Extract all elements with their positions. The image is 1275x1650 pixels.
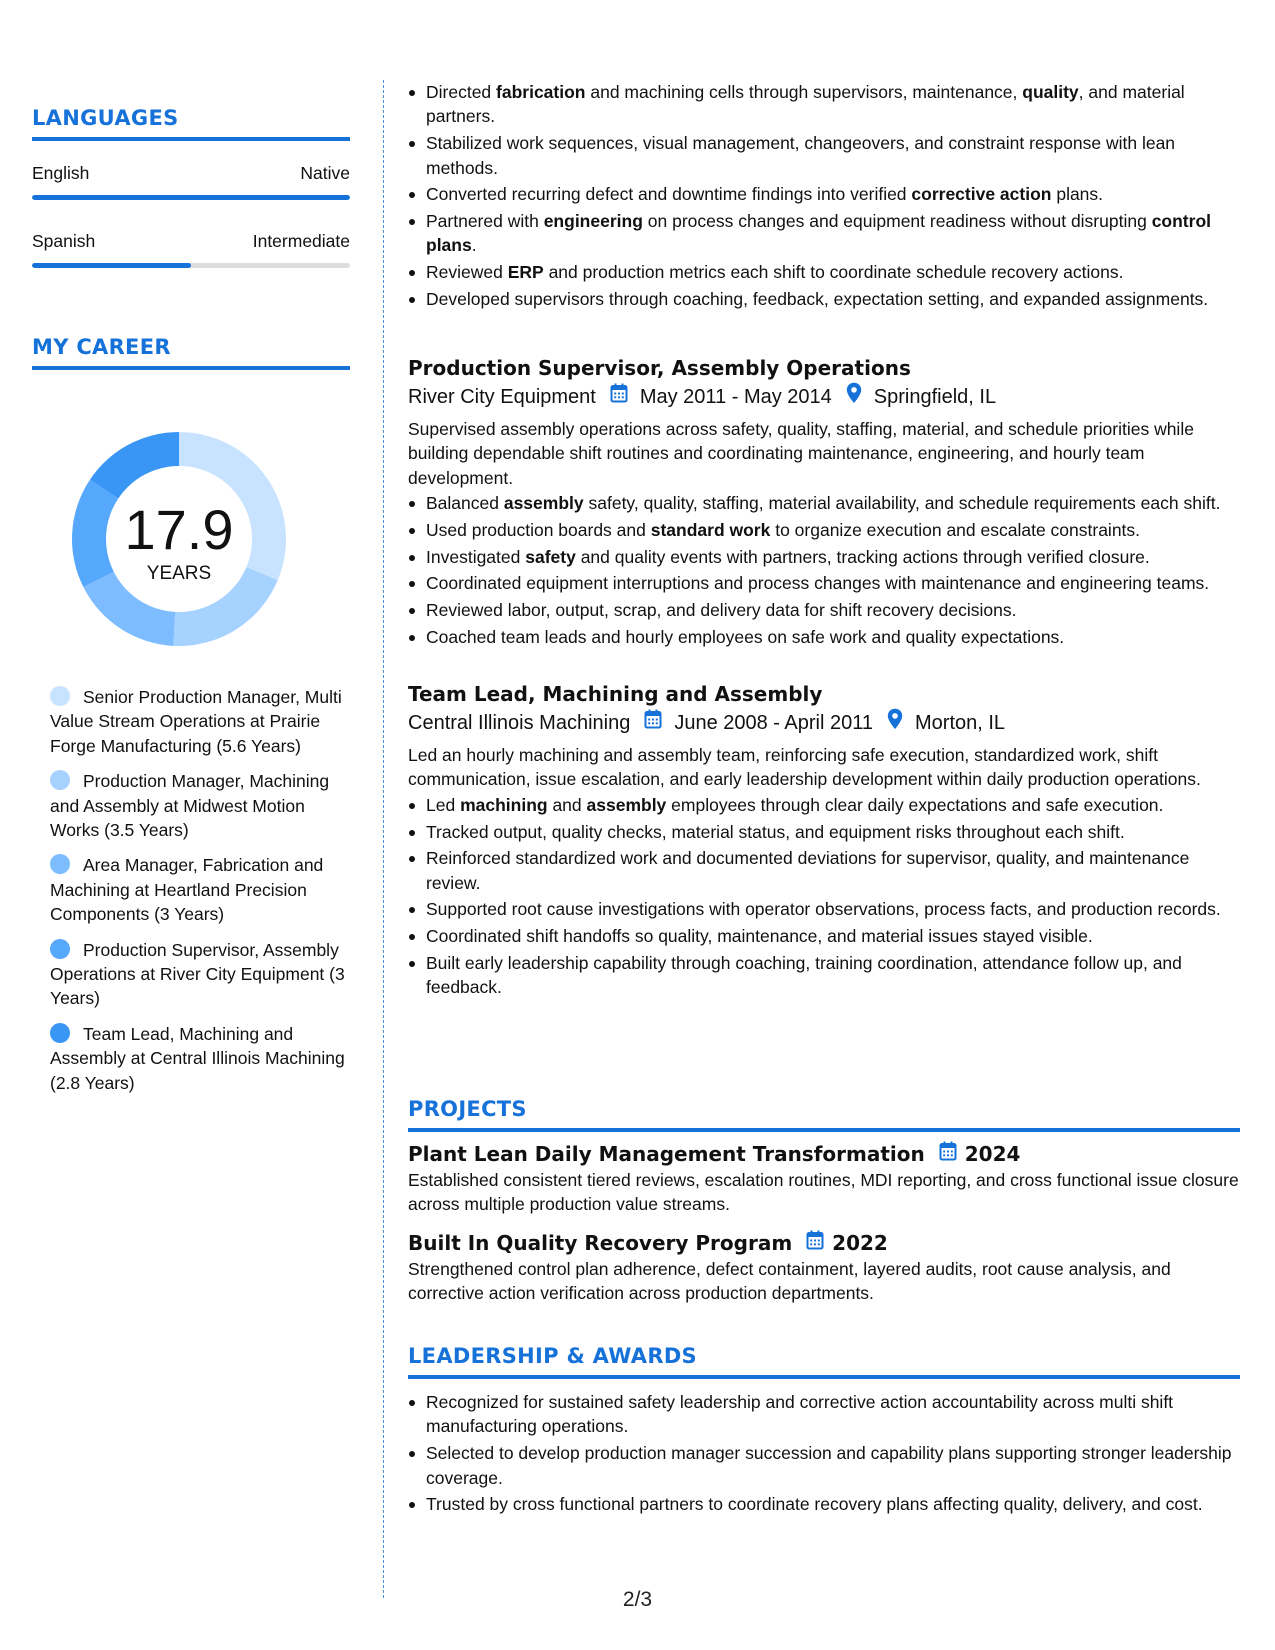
job-company: River City Equipment [408,386,596,408]
career-legend-label: Production Supervisor, Assembly Operations at River City Equipment (3 Years) [50,939,345,1009]
legend-dot [50,854,70,874]
award-item: Selected to develop production manager succession and capability plans supporting stronger leadership coverage. [426,1441,1240,1490]
job-location: Morton, IL [915,712,1006,734]
project-description: Strengthened control plan adherence, defect containment, layered audits, root cause analysis, and corrective action verification across production departments. [408,1258,1171,1304]
career-legend-item [50,769,350,842]
bullet-item: Used production boards and standard work to organize execution and escalate constraints. [426,518,1240,542]
job-dates: May 2011 - May 2014 [639,386,832,408]
career-legend-label: Senior Production Manager, Multi Value Stream Operations at Prairie Forge Manufacturing (5.6 Years) [50,687,342,756]
experience-continued [408,80,1240,313]
legend-dot [50,1023,70,1043]
job-title: Production Supervisor, Assembly Operations [408,356,911,380]
language-proficiency-fill [32,263,191,268]
bold-keyword: control plans [426,210,1211,256]
languages-section [32,104,350,268]
bullet-item: Coordinated shift handoffs so quality, maintenance, and material issues stayed visible. [426,924,1240,948]
career-total-years: 17.9 [124,498,234,561]
job-entry [408,354,1240,651]
job-location: Springfield, IL [873,386,997,408]
language-item-english [32,161,350,200]
bold-keyword: corrective action [911,184,1052,205]
project-item [408,1140,1240,1217]
job-company: Central Illinois Machining [408,712,631,734]
projects-heading: PROJECTS [408,1095,1240,1132]
legend-dot [50,939,70,959]
calendar-icon [644,709,662,737]
award-item: Recognized for sustained safety leadership and corrective action accountability across multi shift manufacturing operations. [426,1390,1240,1439]
project-title: Plant Lean Daily Management Transformation [408,1142,925,1166]
job-bullets [408,793,1240,1000]
bold-keyword: assembly [503,493,584,514]
awards-heading: LEADERSHIP & AWARDS [408,1342,1240,1379]
bold-keyword: fabrication [496,82,586,102]
bullet-item: Balanced assembly safety, quality, staffing, material availability, and schedule requirements each shift. [426,491,1240,515]
bullet-item: Reviewed ERP and production metrics each shift to coordinate schedule recovery actions. [426,260,1240,284]
bold-keyword: standard work [650,519,771,540]
bullet-item: Coached team leads and hourly employees on safe work and quality expectations. [426,625,1240,649]
career-section [32,333,350,370]
job-title: Team Lead, Machining and Assembly [408,682,823,706]
career-donut-chart [66,426,292,652]
bold-keyword: ERP [507,262,544,283]
bullet-item: Reinforced standardized work and documented deviations for supervisor, quality, and maintenance review. [426,846,1240,895]
bullet-item: Built early leadership capability through coaching, training coordination, attendance follow up, and feedback. [426,951,1240,1000]
languages-heading: LANGUAGES [32,104,350,141]
calendar-icon [610,383,628,411]
language-name: English [32,163,90,183]
language-proficiency-bar [32,263,350,268]
career-legend-item [50,685,350,758]
donut-center [66,426,292,652]
career-legend-label: Team Lead, Machining and Assembly at Central Illinois Machining (2.8 Years) [50,1023,345,1093]
bullet-item: Developed supervisors through coaching, feedback, expectation setting, and expanded assignments. [426,287,1240,311]
language-level: Intermediate [252,231,350,251]
career-legend-item [50,853,350,926]
bullet-item: Reviewed labor, output, scrap, and delivery data for shift recovery decisions. [426,598,1240,622]
job-dates: June 2008 - April 2011 [674,712,873,734]
job-meta [408,708,1240,738]
bold-keyword: machining [460,794,548,815]
project-description: Established consistent tiered reviews, escalation routines, MDI reporting, and cross functional issue closure across multiple production value streams. [408,1170,1239,1215]
career-legend-item [50,1022,350,1095]
career-legend-item [50,938,350,1011]
bullet-item: Partnered with engineering on process changes and equipment readiness without disrupting control plans. [426,209,1240,258]
map-pin-icon [887,708,903,738]
column-divider [383,80,384,1598]
career-legend-label: Area Manager, Fabrication and Machining at Heartland Precision Components (3 Years) [50,855,324,925]
calendar-icon [939,1140,957,1168]
job-meta [408,382,1240,412]
bullet-item: Investigated safety and quality events with partners, tracking actions through verified closure. [426,545,1240,569]
projects-section [408,1095,1240,1306]
bold-keyword: quality [1022,82,1079,102]
previous-job-bullets [408,80,1240,311]
project-year: 2022 [832,1230,888,1255]
job-summary: Led an hourly machining and assembly team, reinforcing safe execution, standardized work, shift communication, issue escalation, and early leadership development within daily production operations. [408,745,1201,790]
project-year: 2024 [964,1142,1021,1166]
award-item: Trusted by cross functional partners to coordinate recovery plans affecting quality, delivery, and cost. [426,1492,1240,1516]
bullet-item: Converted recurring defect and downtime findings into verified corrective action plans. [426,182,1240,206]
project-item [408,1229,1240,1306]
bullet-item: Coordinated equipment interruptions and process changes with maintenance and engineering teams. [426,571,1240,595]
bullet-item: Supported root cause investigations with operator observations, process facts, and production records. [426,897,1240,921]
job-bullets [408,491,1240,649]
bold-keyword: safety [525,546,576,567]
language-name: Spanish [32,231,96,251]
language-proficiency-fill [32,195,350,200]
page-number: 2/3 [622,1588,653,1611]
awards-list [408,1390,1240,1517]
map-pin-icon [846,382,862,412]
bullet-item: Directed fabrication and machining cells through supervisors, maintenance, quality, and material partners. [426,80,1240,129]
calendar-icon [806,1229,824,1257]
job-summary: Supervised assembly operations across safety, quality, staffing, material, and schedule priorities while building dependable shift routines and coordinating maintenance, engineering, and hourly team development. [408,419,1194,488]
bold-keyword: engineering [543,210,643,231]
legend-dot [50,770,70,790]
language-item-spanish [32,229,350,268]
project-title-row [408,1140,1240,1168]
job-entry [408,680,1240,1002]
career-heading: MY CAREER [32,333,350,370]
career-legend [50,685,350,1106]
project-title-row [408,1229,1240,1257]
awards-section [408,1342,1240,1519]
bold-keyword: assembly [586,794,667,815]
bullet-item: Tracked output, quality checks, material status, and equipment risks throughout each shift. [426,820,1240,844]
language-proficiency-bar [32,195,350,200]
bullet-item: Stabilized work sequences, visual management, changeovers, and constraint response with lean methods. [426,131,1240,180]
career-legend-label: Production Manager, Machining and Assembly at Midwest Motion Works (3.5 Years) [50,771,330,841]
career-total-unit: YEARS [146,563,212,584]
bullet-item: Led machining and assembly employees through clear daily expectations and safe execution. [426,793,1240,817]
language-level: Native [300,163,350,183]
legend-dot [50,686,70,706]
project-title: Built In Quality Recovery Program [408,1230,793,1255]
